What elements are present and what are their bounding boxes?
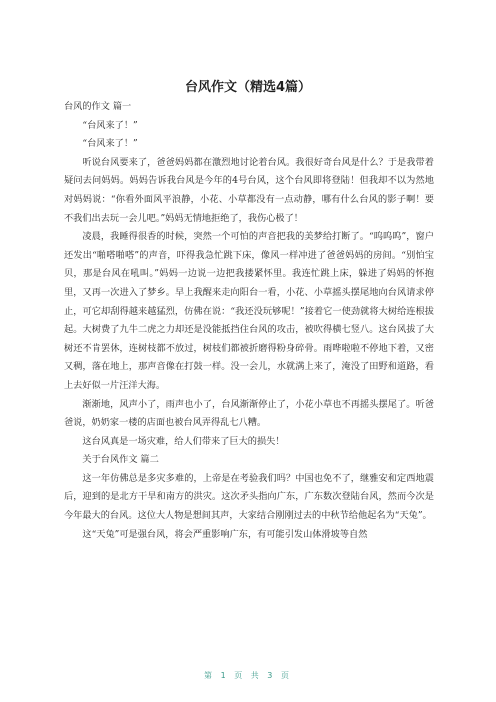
paragraph: 听说台风要来了，爸爸妈妈都在激烈地讨论着台风。我很好奇台风是什么？于是我带着疑问去问妈妈。妈妈告诉我台风是今年的4号台风，这个台风即将登陆！但我却不以为然地对妈妈说：“你看外面风平浪静，小花、小草都没有一点动静，哪有什么台风的影子啊！要不我们出去玩一会儿吧。”妈妈无情地拒绝了，我伤心极了！ xyxy=(64,156,434,224)
paragraph: “台风来了！” xyxy=(82,119,138,131)
page-footer: 第 1 页 共 3 页 xyxy=(204,671,292,680)
section-heading: 台风的作文 篇一 xyxy=(64,101,132,112)
section-heading: 关于台风作文 篇二 xyxy=(82,454,159,466)
paragraph: 渐渐地，风声小了，雨声也小了，台风渐渐停止了，小花小草也不再摇头摆尾了。听爸爸说，奶奶家一楼的店面也被台风弄得乱七八糟。 xyxy=(64,398,434,429)
paragraph: 这台风真是一场灾难，给人们带来了巨大的损失！ xyxy=(82,435,285,447)
document-body xyxy=(64,98,434,544)
paragraph: 凌晨，我睡得很香的时候，突然一个可怕的声音把我的美梦给打断了。“呜呜呜”，窗户还发出“啪嗒啪嗒”的声音，吓得我急忙跳下床，像风一样冲进了爸爸妈妈的房间。“别怕宝贝，那是台风在吼叫。”妈妈一边说一边把我搂紧怀里。我连忙跳上床，躲进了妈妈的怀抱里，又再一次进入了梦乡。早上我醒来走向阳台一看，小花、小草摇头摆尾地向台风请求停止，可它却刮得越来越猛烈，仿佛在说：“我还没玩够呢！”接着它一使劲就将大树给连根拔起。大树费了九牛二虎之力却还是没能抵挡住台风的攻击，被吹得横七竖八。这台风拔了大树还不肯罢休，连树枝都不放过，树枝们都被折磨得粉身碎骨。雨哗啦啦不停地下着，又密又稠，落在地上，那声音像在打鼓一样。没一会儿，水就满上来了，淹没了田野和道路，看上去好似一片汪洋大海。 xyxy=(64,231,434,391)
document-title: 台风作文（精选4篇） xyxy=(184,80,312,95)
paragraph: 这一年仿佛总是多灾多难的，上帝是在考验我们吗？中国也免不了，继雅安和定西地震后，迎到的是北方干旱和南方的洪灾。这次矛头指向广东，广东数次登陆台风，然而今次是今年最大的台风。这位大人物是想间其声，大家结合刚刚过去的中秋节给他起名为“天兔”。 xyxy=(64,472,434,522)
paragraph: “台风来了！” xyxy=(82,138,138,150)
paragraph: 这“天兔”可是强台风，将会严重影响广东，有可能引发山体滑坡等自然 xyxy=(82,528,368,540)
